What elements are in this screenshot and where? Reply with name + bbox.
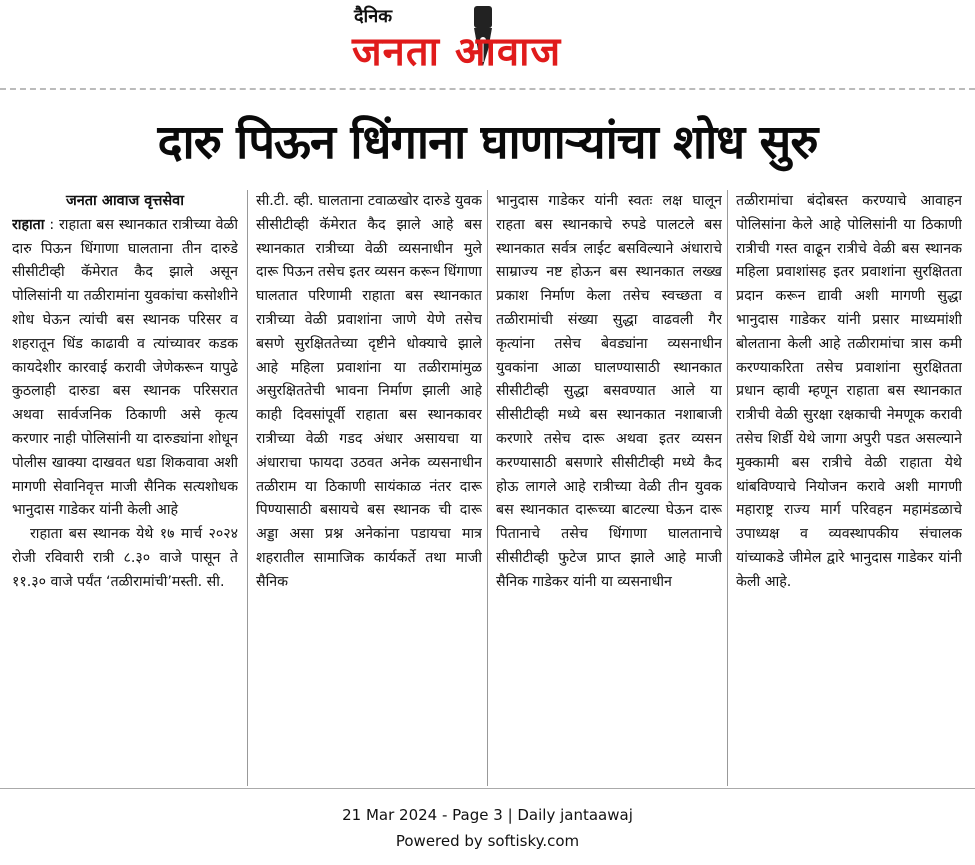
paragraph-1-text: : राहाता बस स्थानकात रात्रीच्या वेळी दारु पिऊन धिंगाणा घालताना तीन दारुडे सीसीटीव्ही कॅमेरात कैद झाले असून पोलिसांनी या तळीरामांना युवकांचा कसोशीने शोध घेऊन त्यांची बस स्थानक परिसर व शहरातून धिंड काढावी व त्यांच्यावर कडक कायदेशीर कारवाई करावी जेणेकरून यापुढे कुठलाही दारुडा बस स्थानक परिसरात अथवा सार्वजनिक ठिकाणी असे कृत्य करणार नाही पोलिसांनी या दारुड्यांना शोधून पोलीस खाक्या दाखवत धडा शिकवावा अशी मागणी सेवानिवृत्त माजी सैनिक सत्यशोधक भानुदास गाडेकर यांनी केली आहे (12, 216, 238, 519)
bottom-rule (0, 788, 975, 789)
masthead-title: जनता आवाज (352, 29, 562, 75)
paragraph-1 (12, 214, 238, 523)
edition-info: 21 Mar 2024 - Page 3 | Daily jantaawaj (342, 806, 633, 824)
byline: जनता आवाज वृत्तसेवा (65, 193, 185, 209)
column-divider (247, 190, 248, 786)
article-body (12, 190, 970, 786)
article-column-1 (12, 190, 238, 786)
masthead-prefix: दैनिक (354, 6, 393, 27)
powered-by: Powered by softisky.com (395, 832, 580, 850)
article-column-2: सी.टी. व्ही. घालताना टवाळखोर दारुडे युवक सीसीटीव्ही कॅमेरात कैद झाले आहे बस स्थानकात रात्रीच्या वेळी व्यसनाधीन मुले दारू पिऊन तसेच इतर व्यसन करून धिंगाणा घालतात परिणामी राहाता बस स्थानकात रात्रीच्या वेळी प्रवाशांना जाणे येणे तसेच बसणे सुरक्षिततेच्या दृष्टीने धोक्याचे झाले आहे महिला प्रवाशांना या तळीरामांमुळ असुरक्षिततेची भावना निर्माण झाली आहे काही दिवसांपूर्वी राहाता बस स्थानकावर रात्रीच्या वेळी गडद अंधार असायचा या अंधाराचा फायदा उठवत अनेक व्यसनाधीन तळीराम या ठिकाणी सायंकाळ नंतर दारू पिण्यासाठी बसायचे बस स्थानक ची दारू अड्डा असा प्रश्न अनेकांना पडायचा मात्र शहरातील सामाजिक कार्यकर्ते तथा माजी सैनिक (256, 193, 482, 590)
headline: दारु पिऊन धिंगाना घाणाऱ्यांचा शोध सुरु (157, 115, 818, 170)
masthead (340, 0, 640, 80)
column-divider (487, 190, 488, 786)
paragraph-2: राहाता बस स्थानक येथे १७ मार्च २०२४ रोजी रविवारी रात्री ८.३० वाजे पासून ते ११.३० वाजे पर्यंत ‘तळीरामांची’मस्ती. सी. (12, 526, 238, 590)
article-column-4: तळीरामांचा बंदोबस्त करण्याचे आवाहन पोलिसांना केले आहे पोलिसांनी या ठिकाणी रात्रीची गस्त वाढून रात्रीचे वेळी बस स्थानक महिला प्रवाशांसह इतर प्रवाशांना सुरक्षितता प्रदान करून द्यावी अशी मागणी सुद्धा भानुदास गाडेकर यांनी प्रसार माध्यमांशी बोलताना केली आहे तळीरामांचा त्रास कमी करण्याकरिता तसेच प्रवाशांना सुरक्षितता प्रधान व्हावी म्हणून राहाता बस स्थानकात रात्रीची वेळी सुरक्षा रक्षकाची नेमणूक करावी तसेच शिर्डी येथे जागा अपुरी पडत असल्याने मुक्कामी बस रात्रीचे वेळी राहाता येथे थांबविण्याचे नियोजन करावे अशी मागणी महाराष्ट्र राज्य मार्ग परिवहन महामंडळाचे उपाध्यक्ष व व्यवस्थापकीय संचालक यांच्याकडे जीमेल द्वारे भानुदास गाडेकर यांनी केली आहे. (736, 193, 962, 590)
dateline-place: राहाता (12, 216, 45, 233)
column-divider (727, 190, 728, 786)
article-column-3: भानुदास गाडेकर यांनी स्वतः लक्ष घालून राहता बस स्थानकाचे रुपडे पालटले बस स्थानकात सर्वत्र लाईट बसविल्याने अंधाराचे साम्राज्य नष्ट होऊन बस स्थानकात लख्ख प्रकाश निर्माण केला तसेच स्वच्छता व तळीरामांची संख्या सुद्धा वाढवली गैर कृत्यांना तसेच बेवड्यांना व्यसनाधीन युवकांना आळा घालण्यासाठी स्थानकात सीसीटीव्ही सुद्धा बसवण्यात आले या सीसीटीव्ही मध्ये बस स्थानकात नशाबाजी करणारे तसेच दारू अथवा इतर व्यसन करण्यासाठी बसणारे सीसीटीव्ही मध्ये कैद होऊ लागले आहे रात्रीच्या वेळी तीन युवक बस स्थानकात दारूच्या बाटल्या घेऊन दारू पितानाचे तसेच धिंगाणा घालतानाचे सीसीटीव्ही फुटेज प्राप्त झाले आहे माजी सैनिक गाडेकर यांनी या व्यसनाधीन (496, 193, 722, 590)
top-rule (0, 88, 975, 90)
